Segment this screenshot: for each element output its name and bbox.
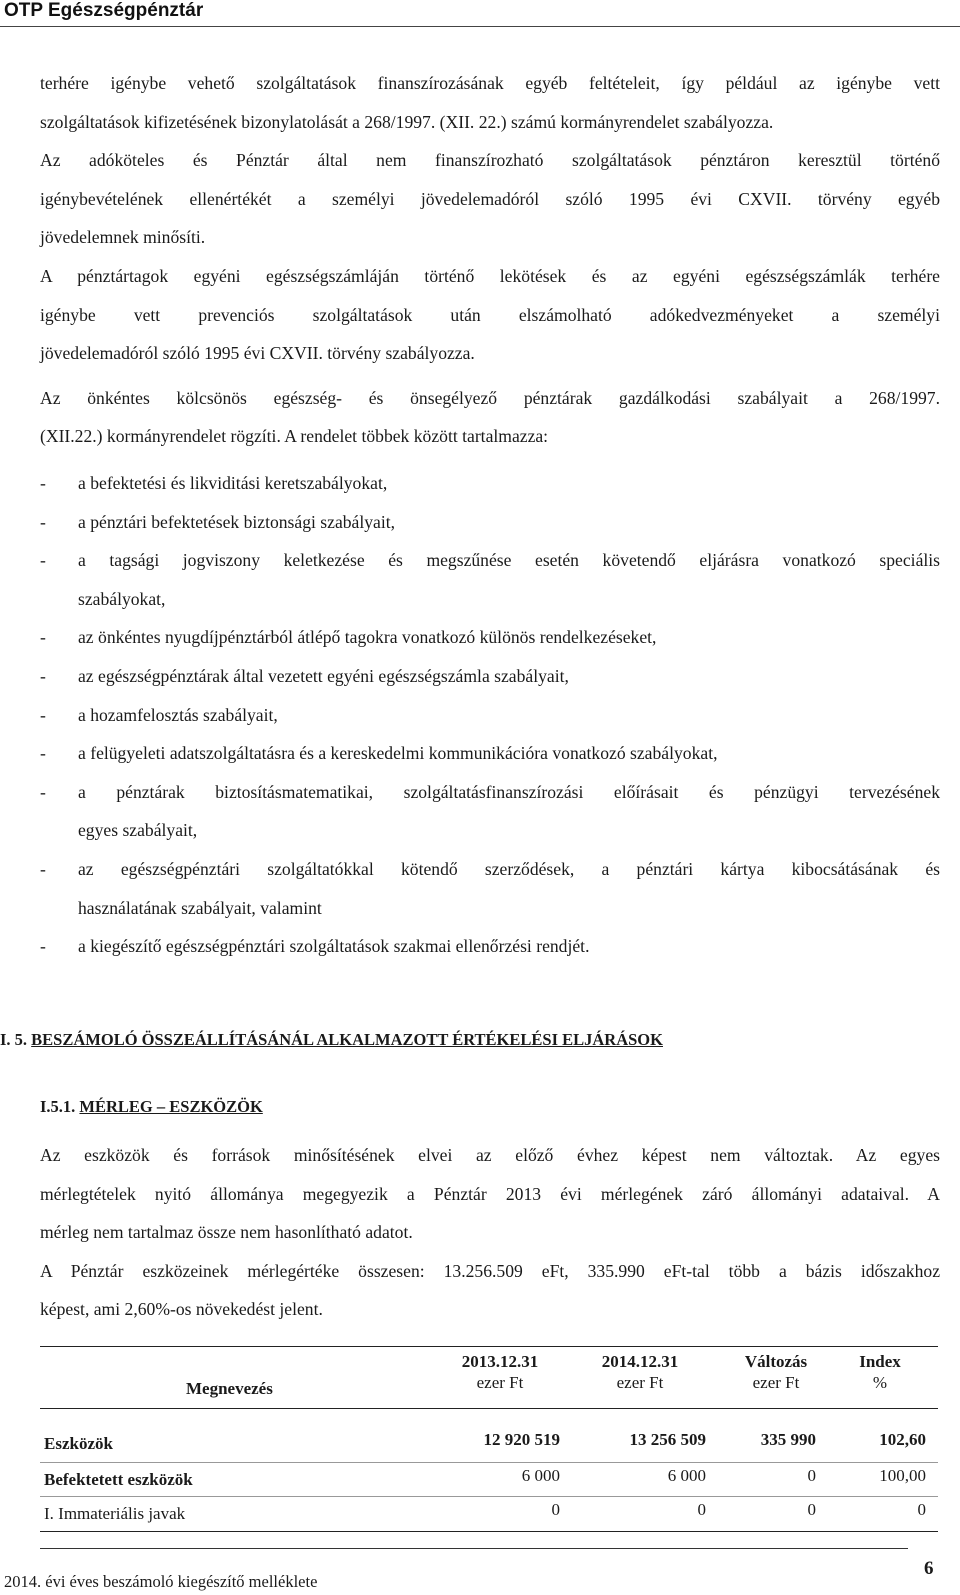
list-item: - a befektetési és likviditási keretszabályokat, (40, 473, 388, 493)
col-header-2014: 2014.12.31 (601, 1352, 679, 1371)
text-line: terhére igénybe vehető szolgáltatások finanszírozásának egyéb feltételeit, így például az igénybe vett (40, 73, 940, 93)
col-unit-change: ezer Ft (752, 1373, 800, 1392)
list-item: - az egészségpénztárak által vezetett egyéni egészségszámla szabályait, (40, 665, 569, 686)
subsection-title: MÉRLEG – ESZKÖZÖK (79, 1097, 263, 1116)
cell-change: 0 (807, 1500, 816, 1519)
table-bottom-rule (40, 1531, 938, 1532)
regulation-list (40, 464, 940, 966)
cell-index: 100,00 (879, 1466, 926, 1485)
col-unit-2013: ezer Ft (476, 1373, 524, 1392)
footer-text: 2014. évi éves beszámoló kiegészítő melléklete (4, 1572, 318, 1591)
list-item: - az egészségpénztári szolgáltatókkal kötendő szerződések, a pénztári kártya kibocsátásának és használatának szabályait, valamint (40, 858, 940, 918)
section-title: BESZÁMOLÓ ÖSSZEÁLLÍTÁSÁNÁL ALKALMAZOTT ÉRTÉKELÉSI ELJÁRÁSOK (31, 1030, 663, 1049)
cell-2013: 0 (551, 1500, 560, 1519)
text-line: Az adóköteles és Pénztár által nem finanszírozható szolgáltatások pénztáron keresztül történő (40, 150, 940, 171)
header-divider (0, 26, 960, 27)
text-line: A pénztártagok egyéni egészségszámláján történő lekötések és az egyéni egészségszámlák terhére (40, 265, 940, 286)
cell-2013: 6 000 (521, 1466, 560, 1485)
row-name: Befektetett eszközök (44, 1470, 193, 1489)
cell-change: 0 (807, 1466, 816, 1485)
table-header-rule (40, 1408, 938, 1409)
col-header-change: Változás (744, 1352, 808, 1371)
text-line: Az eszközök és források minősítésének elvei az előző évhez képest nem változtak. Az egyes (40, 1145, 940, 1165)
section-heading (0, 1030, 663, 1050)
intro-paragraphs (40, 64, 940, 456)
list-item: - a hozamfelosztás szabályait, (40, 704, 278, 725)
text-line: (XII.22.) kormányrendelet rögzíti. A rendelet többek között tartalmazza: (40, 426, 549, 447)
row-rule (40, 1462, 938, 1463)
list-item: - a tagsági jogviszony keletkezése és megszűnése esetén követendő eljárásra vonatkozó speciális szabályokat, (40, 550, 940, 609)
cell-index: 0 (917, 1500, 926, 1519)
text-line: szolgáltatások kifizetésének bizonylatolását a 268/1997. (XII. 22.) számú kormányrendelet szabályozza. (40, 111, 774, 132)
text-line: Az önkéntes kölcsönös egészség- és önsegélyező pénztárak gazdálkodási szabályait a 268/1997. (40, 387, 940, 408)
col-unit-2014: ezer Ft (616, 1373, 664, 1392)
cell-2014: 0 (697, 1500, 706, 1519)
list-item: - a kiegészítő egészségpénztári szolgáltatások szakmai ellenőrzési rendjét. (40, 936, 590, 957)
page-header (0, 0, 960, 24)
subsection-heading (40, 1097, 263, 1117)
page-number: 6 (924, 1558, 934, 1579)
text-line: igénybevételének ellenértékét a személyi jövedelemadóról szóló 1995 évi CXVII. törvény egyéb (40, 188, 940, 209)
cell-2013: 12 920 519 (483, 1430, 560, 1449)
text-line: jövedelemadóról szóló 1995 évi CXVII. törvény szabályozza. (40, 343, 475, 364)
row-name: I. Immateriális javak (44, 1504, 186, 1523)
text-line: jövedelemnek minősíti. (40, 227, 206, 248)
table-header-name: Megnevezés (186, 1379, 273, 1398)
text-line: képest, ami 2,60%-os növekedést jelent. (40, 1299, 323, 1320)
list-item: - a felügyeleti adatszolgáltatásra és a kereskedelmi kommunikációra vonatkozó szabályokat, (40, 743, 718, 764)
cell-change: 335 990 (760, 1430, 816, 1449)
table-top-rule (40, 1346, 938, 1347)
text-line: mérlegtételek nyitó állománya megegyezik a Pénztár 2013 évi mérlegének záró állományi adataival. A (40, 1183, 940, 1204)
footer-divider (40, 1548, 908, 1549)
text-line: mérleg nem tartalmaz össze nem hasonlítható adatot. (40, 1222, 413, 1243)
list-item: - a pénztárak biztosításmatematikai, szolgáltatásfinanszírozási előírásait és pénzügyi tervezésének egyes szabályait, (40, 781, 940, 841)
cell-2014: 13 256 509 (629, 1430, 706, 1449)
text-line: igénybe vett prevenciós szolgáltatások után elszámolható adókedvezményeket a személyi (40, 304, 940, 325)
list-item: - az önkéntes nyugdíjpénztárból átlépő tagokra vonatkozó különös rendelkezéseket, (40, 627, 657, 648)
col-header-2013: 2013.12.31 (461, 1352, 539, 1371)
col-unit-index: % (872, 1373, 888, 1392)
cell-index: 102,60 (879, 1430, 926, 1449)
header-title: OTP Egészségpénztár (4, 0, 204, 21)
row-rule (40, 1496, 938, 1497)
text-line: A Pénztár eszközeinek mérlegértéke összesen: 13.256.509 eFt, 335.990 eFt-tal több a bázis időszakhoz (40, 1260, 940, 1281)
section-number: I. 5. (0, 1030, 28, 1049)
row-name: Eszközök (44, 1434, 113, 1453)
assets-paragraphs (40, 1136, 940, 1329)
list-item: - a pénztári befektetések biztonsági szabályait, (40, 511, 396, 532)
subsection-number: I.5.1. (40, 1097, 76, 1116)
col-header-index: Index (859, 1352, 901, 1371)
cell-2014: 6 000 (667, 1466, 706, 1485)
